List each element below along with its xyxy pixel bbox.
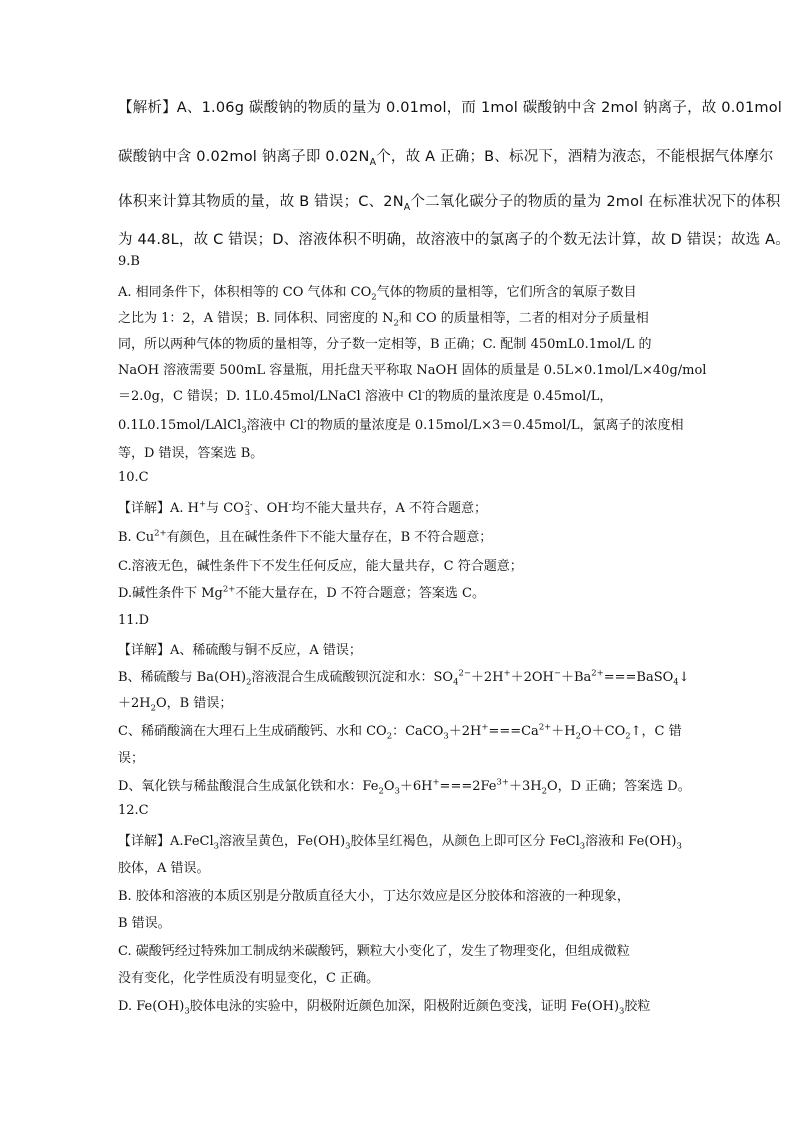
text: ===BaSO (603, 670, 674, 685)
text: 、OH (253, 501, 289, 516)
text: 胶体，A 错误。 (118, 861, 210, 876)
text: B. Cu (118, 530, 155, 545)
text: 为 44.8L，故 C 错误；D、溶液体积不明确，故溶液中的氯离子的个数无法计算，故 D 错误；故选 A。 (118, 232, 790, 248)
q9-line6 (118, 414, 684, 433)
text: 和 CO 的质量相等，二者的相对分子质量相 (398, 311, 649, 326)
q12-line3 (118, 885, 630, 904)
q12-line6 (118, 967, 379, 986)
text: O (383, 779, 395, 794)
subscript: 2 (625, 730, 631, 741)
text: O＋CO (580, 724, 626, 739)
text: 等，D 错误，答案选 B。 (118, 446, 264, 461)
text: ＋2H (448, 724, 482, 739)
answer-number: 12.C (118, 803, 149, 818)
text: 0.1L0.15mol/LAlCl (118, 418, 242, 433)
q10-line2 (118, 526, 492, 545)
superscript: - (288, 498, 292, 509)
text: ↓ (678, 670, 690, 685)
subscript: 2 (541, 785, 547, 796)
q11-line4 (118, 720, 682, 739)
subscript: 3 (676, 840, 682, 851)
subscript: 2 (393, 317, 399, 328)
text: 个，故 A 正确；B、标况下，酒精为液态，不能根据气体摩尔 (376, 149, 774, 165)
q12-line4 (118, 912, 171, 931)
subscript: 2 (575, 730, 581, 741)
text: 之比为 1：2，A 错误；B. 同体积、同密度的 N (118, 311, 394, 326)
subscript: 3 (184, 1005, 190, 1016)
subscript: A (403, 201, 411, 213)
text: ＋Ba (560, 670, 592, 685)
q9-line2 (118, 307, 649, 326)
subscript: 2 (378, 785, 384, 796)
text: O，B 错误； (155, 696, 233, 711)
text: 【详解】A.FeCl (118, 834, 214, 849)
text: 误； (118, 751, 145, 766)
q12-line5 (118, 940, 630, 959)
solution8-line4 (118, 228, 790, 249)
co3-charge (245, 501, 253, 517)
text: 溶液混合生成硫酸钡沉淀和水：SO (251, 670, 454, 685)
text: 胶体电泳的实验中，阴极附近颜色加深，阳极附近颜色变浅，证明 Fe(OH) (189, 999, 620, 1014)
text: 与 CO (206, 501, 244, 516)
text: B 错误。 (118, 916, 171, 931)
text: ===Ca (488, 724, 539, 739)
subscript: 2 (246, 676, 252, 687)
q11-line5 (118, 747, 144, 766)
q11-line2 (118, 666, 690, 685)
superscript: 2+ (222, 583, 236, 594)
text: 【详解】A. H (118, 501, 199, 516)
text: 体积来计算其物质的量，故 B 错误；C、2N (118, 194, 404, 210)
text: ＋2H (118, 696, 151, 711)
superscript: 2− (458, 667, 471, 678)
text: 气体的物质的量相等，它们所含的氧原子数目 (376, 285, 637, 300)
q10-line3 (118, 555, 523, 574)
text: ：CaCO (392, 724, 444, 739)
q12-line2 (118, 857, 210, 876)
q12-number (118, 803, 149, 818)
subscript: 4 (453, 676, 459, 687)
text: 溶液和 Fe(OH) (585, 834, 677, 849)
subscript: 2 (386, 730, 393, 741)
text: 没有变化，化学性质没有明显变化，C 正确。 (118, 971, 380, 986)
q9-line1 (118, 281, 637, 300)
text: 的物质的量浓度是 0.45mol/L， (424, 389, 613, 404)
q9-line7 (118, 442, 263, 461)
superscript: - (303, 415, 307, 426)
q9-line3 (118, 333, 651, 352)
q9-line4 (118, 359, 706, 378)
text: ↑，C 错 (630, 724, 682, 739)
superscript: 3+ (496, 776, 509, 787)
text: 碳酸钠中含 0.02mol 钠离子即 0.02N (118, 149, 370, 165)
subscript: 2 (371, 291, 377, 302)
answer-number: 10.C (118, 470, 149, 485)
q9-number (118, 254, 140, 269)
q10-number (118, 470, 149, 485)
superscript: 2+ (538, 721, 552, 732)
text: 溶液中 Cl (246, 418, 304, 433)
subscript: 3 (619, 1005, 625, 1016)
q10-line4 (118, 582, 485, 601)
subscript: 3 (244, 507, 250, 517)
text: ＋3H (508, 779, 542, 794)
subscript: 3 (579, 840, 586, 851)
text: D. Fe(OH) (118, 999, 185, 1014)
text: 【详解】A、稀硫酸与铜不反应，A 错误； (118, 643, 362, 658)
text: D.碱性条件下 Mg (118, 586, 223, 601)
q11-line3 (118, 692, 232, 711)
text: 胶粒 (624, 999, 651, 1014)
q11-line1 (118, 639, 362, 658)
superscript: - (422, 386, 425, 397)
superscript: 2- (244, 499, 253, 509)
text: 的物质的量浓度是 0.15mol/L×3＝0.45mol/L，氯离子的浓度相 (306, 418, 684, 433)
text: D、氧化铁与稀盐酸混合生成氯化铁和水：Fe (118, 779, 379, 794)
text: 同，所以两种气体的物质的量相等，分子数一定相等，B 正确；C. 配制 450mL0.1mol/L 的 (118, 337, 652, 352)
q11-line6 (118, 775, 691, 794)
superscript: 2+ (591, 667, 604, 678)
text: NaOH 溶液需要 500mL 容量瓶，用托盘天平称取 NaOH 固体的质量是 0.5L×0.1mol/L×40g/mol (118, 363, 707, 378)
solution8-line3 (118, 190, 780, 211)
superscript: + (432, 776, 440, 787)
answer-number: 11.D (118, 613, 150, 628)
subscript: 4 (673, 676, 679, 687)
subscript: 3 (443, 730, 449, 741)
subscript: 3 (394, 785, 400, 796)
text: ＋2H (470, 670, 504, 685)
subscript: A (369, 156, 377, 168)
text: 个二氧化碳分子的物质的量为 2mol 在标准状况下的体积 (410, 194, 781, 210)
text: 【解析】A、1.06g 碳酸钠的物质的量为 0.01mol，而 1mol 碳酸钠中含 2mol 钠离子，故 0.01mol (118, 100, 782, 116)
text: 有颜色，且在碱性条件下不能大量存在，B 不符合题意； (166, 530, 493, 545)
text: ＋H (551, 724, 576, 739)
superscript: − (553, 667, 561, 678)
text: C、稀硝酸滴在大理石上生成硝酸钙、水和 CO (118, 724, 387, 739)
text: A. 相同条件下，体积相等的 CO 气体和 CO (118, 285, 372, 300)
text: 溶液呈黄色，Fe(OH) (219, 834, 346, 849)
text: ＋6H (399, 779, 433, 794)
subscript: 3 (345, 840, 351, 851)
text: 不能大量存在，D 不符合题意；答案选 C。 (235, 586, 485, 601)
text: B. 胶体和溶液的本质区别是分散质直径大小，丁达尔效应是区分胶体和溶液的一种现象， (118, 889, 630, 904)
text: B、稀硫酸与 Ba(OH) (118, 670, 247, 685)
text: 均不能大量共存，A 不符合题意； (291, 501, 488, 516)
text: O，D 正确；答案选 D。 (546, 779, 691, 794)
superscript: 2+ (154, 527, 167, 538)
solution8-line2 (118, 145, 774, 166)
superscript: + (503, 667, 511, 678)
q9-line5 (118, 385, 612, 404)
q12-line7 (118, 995, 650, 1014)
q12-line1 (118, 830, 682, 849)
subscript: 3 (241, 424, 247, 435)
text: ===2Fe (439, 779, 497, 794)
solution8-line1 (118, 96, 782, 117)
text: C. 碳酸钙经过特殊加工制成纳米碳酸钙，颗粒大小变化了，发生了物理变化，但组成微粒 (118, 944, 630, 959)
text: 胶体呈红褐色，从颜色上即可区分 FeCl (350, 834, 580, 849)
q10-line1 (118, 497, 487, 517)
answer-number: 9.B (118, 254, 140, 269)
superscript: + (481, 721, 489, 732)
text: C.溶液无色，碱性条件下不发生任何反应，能大量共存，C 符合题意； (118, 559, 523, 574)
subscript: 2 (150, 702, 156, 713)
text: ＋2OH (510, 670, 554, 685)
q11-number (118, 613, 149, 628)
subscript: 3 (213, 840, 220, 851)
text: ＝2.0g，C 错误；D. 1L0.45mol/LNaCl 溶液中 Cl (118, 389, 423, 404)
superscript: + (199, 498, 207, 509)
